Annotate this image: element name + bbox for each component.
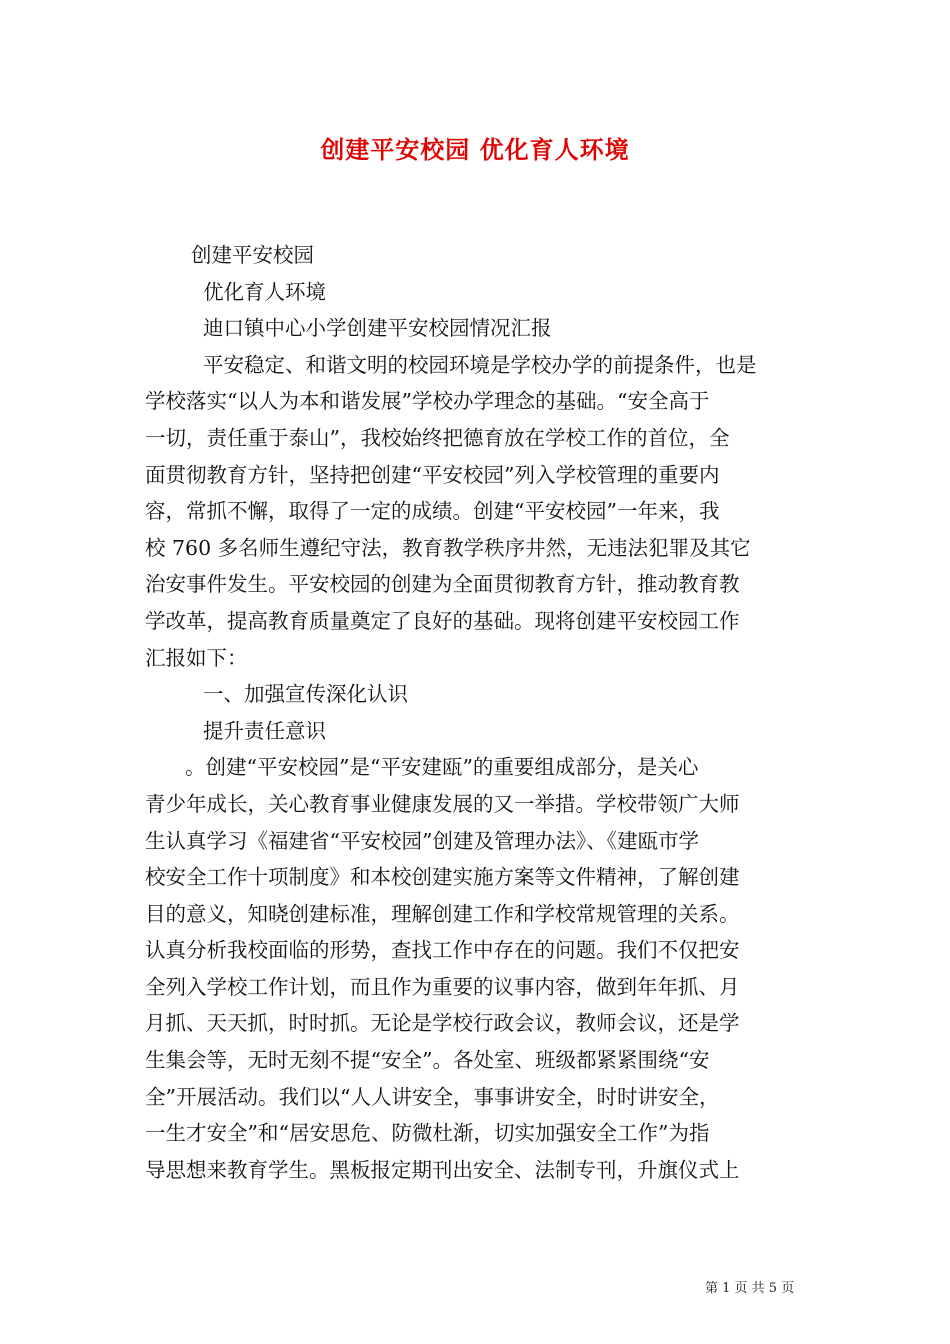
paragraph-line: 月抓、天天抓，时时抓。无论是学校行政会议，教师会议，还是学 [145,1011,740,1036]
paragraph-line: 青少年成长，关心教育事业健康发展的又一举措。学校带领广大师 [145,791,740,816]
paragraph-line: 全”开展活动。我们以“人人讲安全，事事讲安全，时时讲安全， [145,1084,720,1109]
paragraph-line: 生认真学习《福建省“平安校园”创建及管理办法》、《建瓯市学 [145,828,699,853]
paragraph-line: 。创建“平安校园”是“平安建瓯”的重要组成部分，是关心 [185,755,699,780]
paragraph-line: 容，常抓不懈，取得了一定的成绩。创建“平安校园”一年来，我 [145,499,720,524]
document-title: 创建平安校园 优化育人环境 [320,135,630,164]
paragraph-line: 治安事件发生。平安校园的创建为全面贯彻教育方针，推动教育教 [145,572,740,597]
paragraph-line: 一切，责任重于泰山”，我校始终把德育放在学校工作的首位，全 [145,425,730,450]
paragraph-line: 学校落实“以人为本和谐发展”学校办学理念的基础。“安全高于 [145,389,710,414]
paragraph-line: 生集会等，无时无刻不提“安全”。各处室、班级都紧紧围绕“安 [145,1048,710,1073]
subtitle-line: 优化育人环境 [203,279,326,304]
paragraph-line: 汇报如下： [145,645,248,670]
page-number: 第 1 页 共 5 页 [705,1281,795,1296]
paragraph-line: 目的意义，知晓创建标准，理解创建工作和学校常规管理的关系。 [145,901,740,926]
section-heading: 一、加强宣传深化认识 [203,682,408,707]
subtitle-line: 创建平安校园 [191,243,314,267]
paragraph-line: 校安全工作十项制度》和本校创建实施方案等文件精神，了解创建 [145,865,740,890]
paragraph-line: 全列入学校工作计划，而且作为重要的议事内容，做到年年抓、月 [145,974,740,999]
paragraph-line: 导思想来教育学生。黑板报定期刊出安全、法制专刊，升旗仪式上 [145,1157,740,1182]
paragraph-line: 一生才安全”和“居安思危、防微杜渐，切实加强安全工作”为指 [145,1121,710,1146]
paragraph-line: 平安稳定、和谐文明的校园环境是学校办学的前提条件，也是 [203,352,757,377]
report-heading: 迪口镇中心小学创建平安校园情况汇报 [203,316,552,341]
section-subheading: 提升责任意识 [203,718,326,743]
paragraph-line: 认真分析我校面临的形势，查找工作中存在的问题。我们不仅把安 [145,938,740,963]
document-body [145,237,805,1188]
paragraph-line: 面贯彻教育方针，坚持把创建“平安校园”列入学校管理的重要内 [145,462,720,487]
paragraph-line: 学改革，提高教育质量奠定了良好的基础。现将创建平安校园工作 [145,608,740,633]
paragraph-line: 校 760 多名师生遵纪守法，教育教学秩序井然，无违法犯罪及其它 [145,535,751,560]
